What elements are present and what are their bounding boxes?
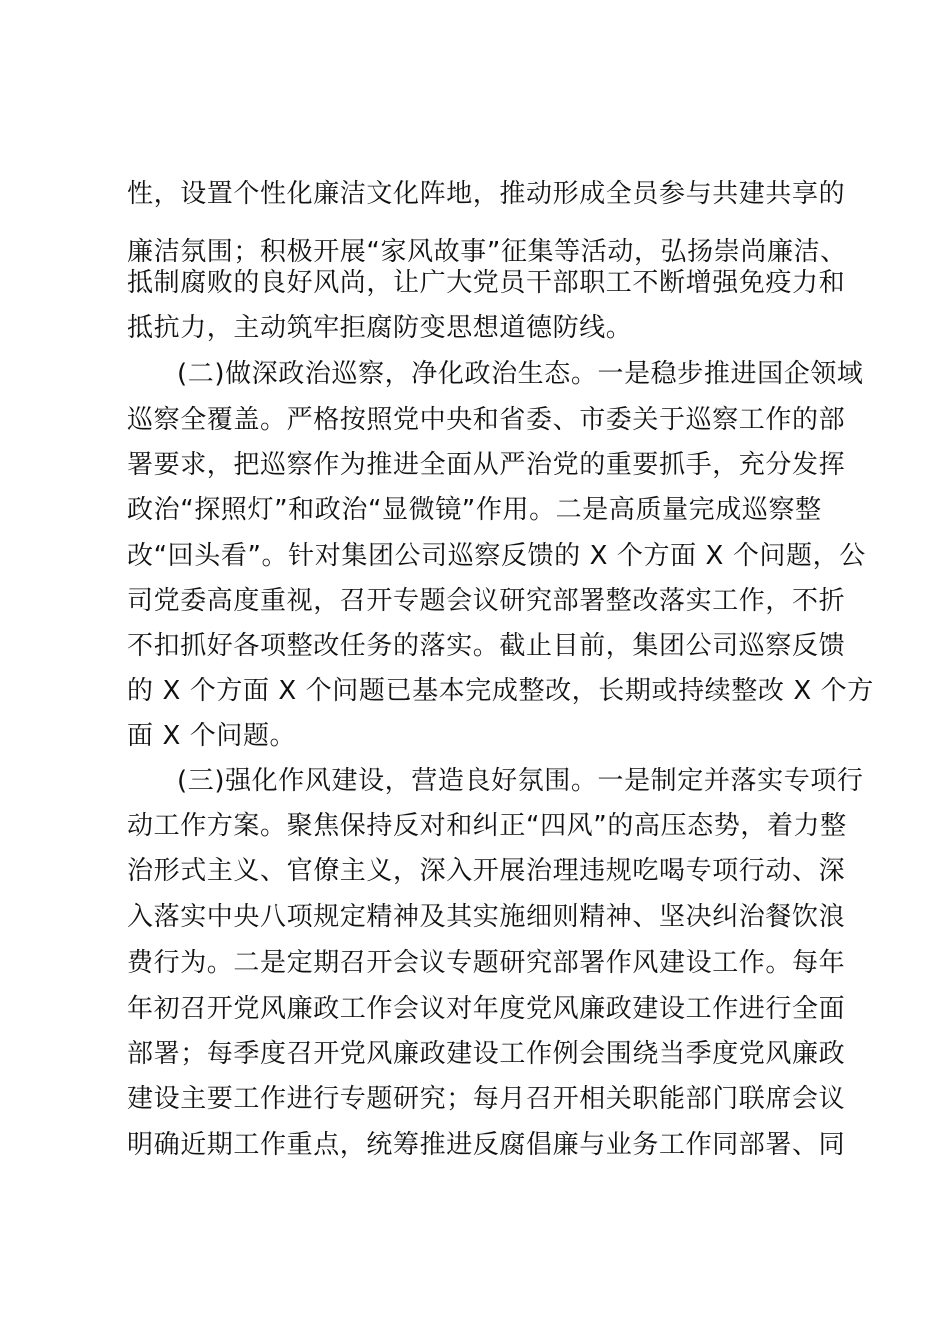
text-line: 不扣抓好各项整改任务的落实。截止目前，集团公司巡察反馈 xyxy=(127,631,846,661)
text-line: 年初召开党风廉政工作会议对年度党风廉政建设工作进行全面 xyxy=(127,994,846,1024)
text-line: 费行为。二是定期召开会议专题研究部署作风建设工作。每年 xyxy=(127,948,846,978)
text-line: 抵抗力，主动筑牢拒腐防变思想道德防线。 xyxy=(127,313,633,343)
text-line: 性，设置个性化廉洁文化阵地，推动形成全员参与共建共享的 xyxy=(127,179,846,209)
text-line: 司党委高度重视，召开专题会议研究部署整改落实工作，不折 xyxy=(127,586,846,616)
text-line: 抵制腐败的良好风尚，让广大党员干部职工不断增强免疫力和 xyxy=(127,268,846,298)
text-line: 廉洁氛围；积极开展“家风故事”征集等活动，弘扬崇尚廉洁、 xyxy=(127,237,847,267)
text-line: 部署；每季度召开党风廉政建设工作例会围绕当季度党风廉政 xyxy=(127,1039,846,1069)
text-line: 政治“探照灯”和政治“显微镜”作用。二是高质量完成巡察整 xyxy=(127,495,822,525)
text-line: 署要求，把巡察作为推进全面从严治党的重要抓手，充分发挥 xyxy=(127,450,846,480)
text-line: 治形式主义、官僚主义，深入开展治理违规吃喝专项行动、深 xyxy=(127,856,846,886)
text-line: 面 X 个问题。 xyxy=(127,721,297,751)
text-line: 入落实中央八项规定精神及其实施细则精神、坚决纠治餐饮浪 xyxy=(127,902,846,932)
section-heading-line: (二)做深政治巡察，净化政治生态。一是稳步推进国企领域 xyxy=(177,359,864,389)
text-line: 明确近期工作重点，统筹推进反腐倡廉与业务工作同部署、同 xyxy=(127,1130,846,1160)
text-line: 的 X 个方面 X 个问题已基本完成整改，长期或持续整改 X 个方 xyxy=(127,676,874,706)
text-line: 动工作方案。聚焦保持反对和纠正“四风”的高压态势，着力整 xyxy=(127,811,847,841)
text-line: 建设主要工作进行专题研究；每月召开相关职能部门联席会议 xyxy=(127,1084,846,1114)
text-line: 巡察全覆盖。严格按照党中央和省委、市委关于巡察工作的部 xyxy=(127,405,846,435)
text-line: 改“回头看”。针对集团公司巡察反馈的 X 个方面 X 个问题，公 xyxy=(127,541,866,571)
section-heading-line: (三)强化作风建设，营造良好氛围。一是制定并落实专项行 xyxy=(177,766,864,796)
